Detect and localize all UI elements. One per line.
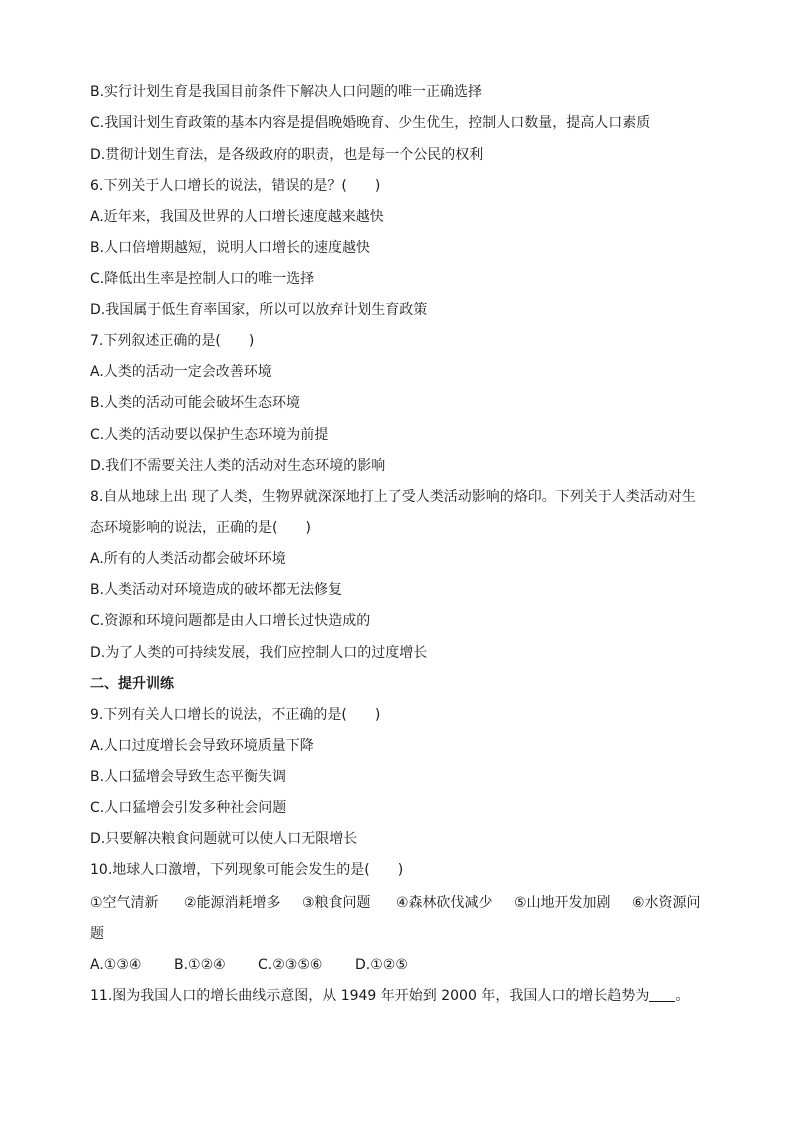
q10-stem: 10.地球人口激增，下列现象可能会发生的是( ) bbox=[90, 862, 404, 878]
q8-stem-line1: 8.自从地球上出 现了人类，生物界就深深地打上了受人类活动影响的烙印。下列关于人类活动对生 bbox=[90, 489, 696, 505]
section-heading: 二、提升训练 bbox=[90, 676, 174, 692]
q5-option-c: C.我国计划生育政策的基本内容是提倡晚婚晚育、少生优生，控制人口数量，提高人口素质 bbox=[90, 115, 651, 131]
q10-item: ②能源消耗增多 bbox=[184, 895, 281, 911]
q7-option-d: D.我们不需要关注人类的活动对生态环境的影响 bbox=[90, 458, 386, 474]
q9-option-b: B.人口猛增会导致生态平衡失调 bbox=[90, 769, 287, 785]
q10-item: ⑤山地开发加剧 bbox=[514, 895, 611, 911]
q10-option: A.①③④ bbox=[90, 957, 142, 973]
q10-item: ①空气清新 bbox=[90, 895, 159, 911]
q8-stem-line2: 态环境影响的说法，正确的是( ) bbox=[90, 520, 311, 536]
q10-item: ③粮食问题 bbox=[302, 895, 371, 911]
q10-item: ⑥水资源问 bbox=[632, 895, 701, 911]
q9-option-a: A.人口过度增长会导致环境质量下降 bbox=[90, 738, 314, 754]
q10-item: ④森林砍伐减少 bbox=[396, 895, 493, 911]
q7-option-b: B.人类的活动可能会破坏生态环境 bbox=[90, 395, 301, 411]
answer-blank bbox=[649, 987, 675, 1002]
q6-option-a: A.近年来，我国及世界的人口增长速度越来越快 bbox=[90, 209, 384, 225]
q9-stem: 9.下列有关人口增长的说法，不正确的是( ) bbox=[90, 707, 381, 723]
q6-option-b: B.人口倍增期越短，说明人口增长的速度越快 bbox=[90, 240, 371, 256]
q6-option-d: D.我国属于低生育率国家，所以可以放弃计划生育政策 bbox=[90, 302, 428, 318]
q11-stem bbox=[90, 986, 689, 1006]
q9-option-c: C.人口猛增会引发多种社会问题 bbox=[90, 800, 287, 816]
q10-option: D.①②⑤ bbox=[355, 957, 408, 973]
q5-option-d: D.贯彻计划生育法，是各级政府的职责，也是每一个公民的权利 bbox=[90, 147, 484, 163]
q8-option-b: B.人类活动对环境造成的破坏都无法修复 bbox=[90, 582, 343, 598]
q10-option: B.①②④ bbox=[174, 957, 226, 973]
q5-option-b: B.实行计划生育是我国目前条件下解决人口问题的唯一正确选择 bbox=[90, 84, 483, 100]
q10-items bbox=[90, 893, 701, 913]
q7-option-c: C.人类的活动要以保护生态环境为前提 bbox=[90, 427, 329, 443]
q7-option-a: A.人类的活动一定会改善环境 bbox=[90, 364, 272, 380]
q10-option: C.②③⑤⑥ bbox=[258, 957, 323, 973]
q6-stem: 6.下列关于人口增长的说法，错误的是？( ) bbox=[90, 178, 381, 194]
q8-option-a: A.所有的人类活动都会破坏环境 bbox=[90, 551, 286, 567]
q9-option-d: D.只要解决粮食问题就可以使人口无限增长 bbox=[90, 831, 358, 847]
q7-stem: 7.下列叙述正确的是( ) bbox=[90, 333, 255, 349]
q10-items-wrap: 题 bbox=[90, 926, 104, 942]
q8-option-c: C.资源和环境问题都是由人口增长过快造成的 bbox=[90, 613, 371, 629]
q11-end: 。 bbox=[675, 988, 690, 1004]
q6-option-c: C.降低出生率是控制人口的唯一选择 bbox=[90, 271, 315, 287]
q10-options bbox=[90, 955, 408, 975]
q11-text: 11.图为我国人口的增长曲线示意图，从 1949 年开始到 2000 年，我国人口的增长趋势为 bbox=[90, 988, 650, 1004]
q8-option-d: D.为了人类的可持续发展，我们应控制人口的过度增长 bbox=[90, 645, 428, 661]
